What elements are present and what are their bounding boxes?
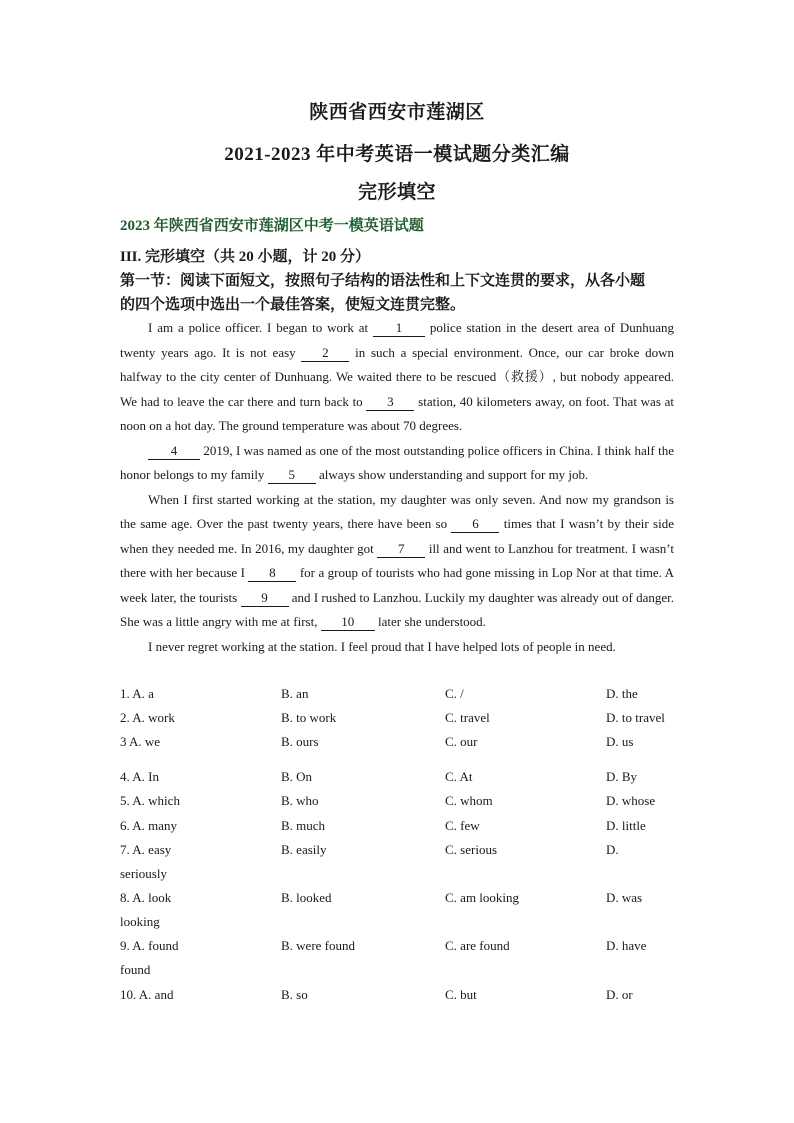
option-a-wrap: found xyxy=(120,962,151,977)
passage-text: later she understood. xyxy=(374,614,486,629)
instruction-line-1: 第一节：阅读下面短文，按照句子结构的语法性和上下文连贯的要求，从各小题 xyxy=(120,273,646,289)
blank-2: 2 xyxy=(301,345,349,362)
question-row xyxy=(120,730,680,754)
blank-5: 5 xyxy=(268,467,316,484)
passage-text: times that I wasn’t by their side when they needed me. In 2016, my daughter got xyxy=(120,516,674,556)
passage-text: for a group of tourists who had gone missing in Lop Nor at that time. A week later, the tourists xyxy=(120,565,674,605)
question-row xyxy=(120,814,680,838)
passage-text: I am a police officer. I began to work at xyxy=(148,320,373,335)
question-row xyxy=(120,838,680,862)
passage-text: 2019, I was named as one of the most outstanding police officers in China. I think half the honor belongs to my family xyxy=(120,442,674,482)
blank-4: 4 xyxy=(148,443,200,460)
option-b: B. much xyxy=(281,818,326,833)
passage-text: When I first started working at the station, my daughter was only seven. And now my grandson is the same age. Over the past twenty years, there have been so xyxy=(120,491,674,531)
question-row xyxy=(120,765,680,789)
question-row xyxy=(120,706,680,730)
passage-text: and I rushed to Lanzhou. Luckily my daughter was already out of danger. She was a little angry with me at first, xyxy=(120,589,674,629)
exam-section-title: 2023 年陕西省西安市莲湖区中考一模英语试题 xyxy=(120,218,424,234)
doc-title-region: 陕西省西安市莲湖区 xyxy=(309,102,485,123)
option-d: D. the xyxy=(606,686,638,701)
option-c: C. / xyxy=(445,686,464,701)
option-b: B. were found xyxy=(281,938,356,953)
option-a: 5. A. which xyxy=(120,793,180,808)
option-d: D. was xyxy=(606,890,643,905)
instruction-line-2: 的四个选项中选出一个最佳答案，使短文连贯完整。 xyxy=(120,297,466,313)
question-row xyxy=(120,886,680,910)
blank-1: 1 xyxy=(373,320,425,337)
doc-title-topic: 完形填空 xyxy=(357,182,436,203)
question-row xyxy=(120,934,680,958)
passage-text: station, 40 kilometers away, on foot. That was at noon on a hot day. The ground temperature was about 70 degrees. xyxy=(120,393,674,433)
option-b: B. easily xyxy=(281,842,327,857)
passage-text: always show understanding and support for my job. xyxy=(315,467,589,482)
passage-text: in such a special environment. Once, our car broke down halfway to the city center of Dunhuang. We waited there to be rescued（救援）, but nobody appeared. We had to leave the car there and turn back to xyxy=(120,344,674,409)
passage-paragraph-1 xyxy=(120,316,674,439)
option-c: C. serious xyxy=(445,842,497,857)
option-c: C. few xyxy=(445,818,480,833)
option-b: B. On xyxy=(281,769,313,784)
option-d: D. us xyxy=(606,734,634,749)
option-b: B. so xyxy=(281,987,308,1002)
blank-7: 7 xyxy=(377,541,425,558)
option-d: D. whose xyxy=(606,793,656,808)
question-row xyxy=(120,789,680,813)
blank-8: 8 xyxy=(248,565,296,582)
option-b: B. to work xyxy=(281,710,337,725)
passage-paragraph-4: I never regret working at the station. I feel proud that I have helped lots of people in need. xyxy=(148,638,616,654)
blank-3: 3 xyxy=(366,394,414,411)
option-a: 8. A. look xyxy=(120,890,172,905)
passage-paragraph-2 xyxy=(120,439,674,488)
blank-9: 9 xyxy=(241,590,289,607)
passage-text: police station in the desert area of Dunhuang twenty years ago. It is not easy xyxy=(120,320,674,360)
option-b: B. an xyxy=(281,686,309,701)
option-c: C. whom xyxy=(445,793,493,808)
option-b: B. who xyxy=(281,793,319,808)
passage-paragraph-3 xyxy=(120,488,674,635)
option-d: D. xyxy=(606,842,619,857)
option-d-wrap: seriously xyxy=(120,866,167,881)
question-row xyxy=(120,682,680,706)
option-d: D. to travel xyxy=(606,710,665,725)
option-c: C. but xyxy=(445,987,477,1002)
cloze-passage xyxy=(120,316,674,659)
option-c: C. travel xyxy=(445,710,490,725)
option-c: C. are found xyxy=(445,938,510,953)
option-a: 3 A. we xyxy=(120,734,161,749)
option-d: D. little xyxy=(606,818,646,833)
blank-6: 6 xyxy=(451,516,499,533)
option-a: 7. A. easy xyxy=(120,842,172,857)
option-a: 1. A. a xyxy=(120,686,154,701)
option-d: D. or xyxy=(606,987,633,1002)
option-a: 9. A. found xyxy=(120,938,179,953)
doc-title-main: 2021-2023 年中考英语一模试题分类汇编 xyxy=(224,144,570,165)
option-a: 4. A. In xyxy=(120,769,159,784)
question-row xyxy=(120,983,680,1007)
option-a: 6. A. many xyxy=(120,818,178,833)
option-a-wrap: looking xyxy=(120,914,160,929)
option-a: 2. A. work xyxy=(120,710,175,725)
option-b: B. ours xyxy=(281,734,319,749)
option-a: 10. A. and xyxy=(120,987,174,1002)
part-heading: III. 完形填空（共 20 小题，计 20 分） xyxy=(120,249,371,265)
option-b: B. looked xyxy=(281,890,332,905)
option-d: D. have xyxy=(606,938,647,953)
passage-text: ill and went to Lanzhou for treatment. I wasn’t there with her because I xyxy=(120,540,675,580)
option-d: D. By xyxy=(606,769,638,784)
blank-10: 10 xyxy=(321,614,375,631)
option-c: C. our xyxy=(445,734,478,749)
option-c: C. At xyxy=(445,769,473,784)
option-c: C. am looking xyxy=(445,890,520,905)
